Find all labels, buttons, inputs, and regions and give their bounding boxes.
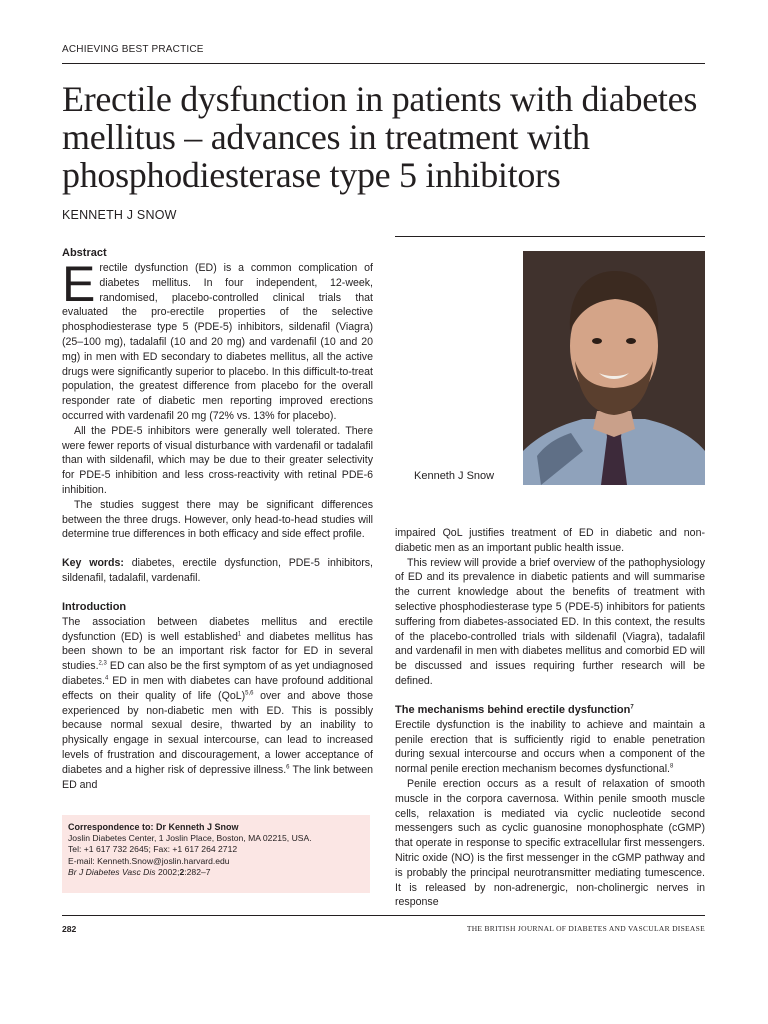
right-column	[395, 526, 705, 910]
right-paragraph-1: impaired QoL justifies treatment of ED in diabetic and non-diabetic men as an important public health issue.	[395, 527, 705, 554]
photo-caption: Kenneth J Snow	[414, 470, 495, 482]
keywords	[62, 556, 373, 586]
author-name: KENNETH J SNOW	[62, 208, 177, 222]
keywords-text: diabetes, erectile dysfunction, PDE-5 inhibitors, sildenafil, tadalafil, vardenafil.	[62, 557, 374, 584]
article-title: Erectile dysfunction in patients with diabetes mellitus – advances in treatment with phosphodiesterase type 5 inhibitors	[62, 79, 698, 195]
intro-text: The link between ED and	[62, 763, 374, 791]
reference-marker: 8	[670, 763, 674, 770]
citation-year: 2002;	[155, 866, 180, 877]
right-eye	[626, 338, 636, 344]
mechanisms-heading-text: The mechanisms behind erectile dysfunction	[395, 703, 631, 716]
reference-marker: 5,6	[245, 690, 254, 697]
introduction-heading: Introduction	[62, 600, 127, 613]
drop-cap: E	[62, 256, 96, 312]
reference-marker: 7	[630, 704, 634, 711]
citation-journal: Br J Diabetes Vasc Dis	[68, 866, 156, 877]
correspondence-email: E-mail: Kenneth.Snow@joslin.harvard.edu	[68, 855, 230, 866]
journal-name: THE BRITISH JOURNAL OF DIABETES AND VASCULAR DISEASE	[466, 924, 705, 933]
mechanisms-heading	[395, 703, 705, 718]
introduction-paragraph	[62, 615, 373, 793]
abstract-text-1: rectile dysfunction (ED) is a common complication of diabetes mellitus. In four independent, 12-week, randomised, placebo-controlled clinical trials that evaluated the pro-erectile properties of the selective phosphodiesterase type 5 (PDE-5) inhibitors, sildenafil (Viagra) (25–100 mg), tadalafil (10 and 20 mg) and vardenafil (10 and 20 mg) in men with ED secondary to diabetes mellitus, all the active drugs were significantly superior to placebo. In this difficult-to-treat population, the greatest difference from placebo for the overall responder rate of diabetic men reporting improved erections occurred with vardenafil 20 mg (72% vs. 13% for placebo).	[62, 262, 373, 422]
header-rule	[62, 63, 705, 64]
left-column	[62, 246, 373, 792]
reference-marker: 4	[105, 675, 109, 682]
mechanisms-text: Erectile dysfunction is the inability to achieve and maintain a penile erection that is sufficiently rigid to enable penetration during sexual intercourse and occurs when a component of the normal penile erection mechanism becomes dysfunctional.	[395, 718, 705, 776]
correspondence-address: Joslin Diabetes Center, 1 Joslin Place, Boston, MA 02215, USA.	[68, 833, 312, 844]
correspondence-heading: Correspondence to: Dr Kenneth J Snow	[68, 822, 239, 832]
photo-rule	[395, 236, 705, 237]
abstract-heading: Abstract	[62, 247, 107, 259]
correspondence-box	[62, 815, 370, 893]
abstract-paragraph-2: All the PDE-5 inhibitors were generally well tolerated. There were fewer reports of visual disturbance with vardenafil or tadalafil than with sildenafil, which may be due to their greater selectivity for PDE-5 inhibition and less cross-reactivity with retinal PDE-6 inhibition.	[62, 424, 373, 496]
correspondence-phone: Tel: +1 617 732 2645; Fax: +1 617 264 2712	[68, 844, 238, 855]
citation	[68, 867, 370, 878]
intro-text: and diabetes mellitus has been shown to be an important risk factor for ED in several studies.	[62, 630, 373, 673]
intro-text: ED can also be the first symptom of as yet undiagnosed diabetes.	[62, 660, 373, 687]
section-label: ACHIEVING BEST PRACTICE	[62, 44, 204, 55]
intro-text: The association between diabetes mellitus and erectile dysfunction (ED) is well established	[62, 615, 373, 643]
right-paragraph-3	[395, 718, 705, 777]
right-paragraph-4: Penile erection occurs as a result of relaxation of smooth muscle in the corpora cavernosa. Within penile smooth muscle cells, relaxation is mediated via cyclic nucleotide second messengers such as cyclic guanosine monophosphate (cGMP) that operate in response to specific extracellular first messengers. Nitric oxide (NO) is the first messenger in the cGMP pathway and is probably the principal neurotransmitter mediating tumescence. It is released by non-adrenergic, non-cholinergic nerves in response	[395, 777, 705, 909]
footer-rule	[62, 915, 705, 916]
page-number: 282	[62, 924, 77, 934]
citation-pages: :282–7	[184, 866, 211, 877]
abstract-paragraph-3: The studies suggest there may be significant differences between the three drugs. However, only head-to-head studies will determine true differences in both efficacy and side effect profile.	[62, 498, 373, 541]
intro-text: over and above those experienced by non-diabetic men with ED. This is possibly because normal sexual desire, thwarted by an inability to physically engage in sexual intercourse, can lead to increased levels of frustration and discouragement, a lower acceptance of diabetes and a higher risk of depressive illness.	[62, 689, 373, 776]
intro-text: ED in men with diabetes can have profound additional effects on their quality of life (QoL)	[62, 674, 373, 702]
left-eye	[592, 338, 602, 344]
reference-marker: 1	[237, 631, 242, 637]
reference-marker: 2,3	[98, 660, 107, 667]
abstract-paragraph-1	[62, 256, 373, 424]
reference-marker: 6	[286, 764, 290, 771]
right-paragraph-2: This review will provide a brief overview of the pathophysiology of ED and its prevalence in diabetic patients and will summarise the current knowledge about the benefits of treatment with selective phosphodiesterase type 5 (PDE-5) inhibitors for patients suffering from diabetes-associated ED. In this context, the results of the placebo-controlled trials with sildenafil (Viagra), tadalafil and vardenafil in men with diabetes mellitus and comorbid ED will be discussed and issues requiring further research will be defined.	[395, 556, 705, 687]
citation-volume: 2	[179, 866, 185, 877]
keywords-label: Key words:	[62, 557, 124, 570]
author-photo	[523, 251, 705, 485]
